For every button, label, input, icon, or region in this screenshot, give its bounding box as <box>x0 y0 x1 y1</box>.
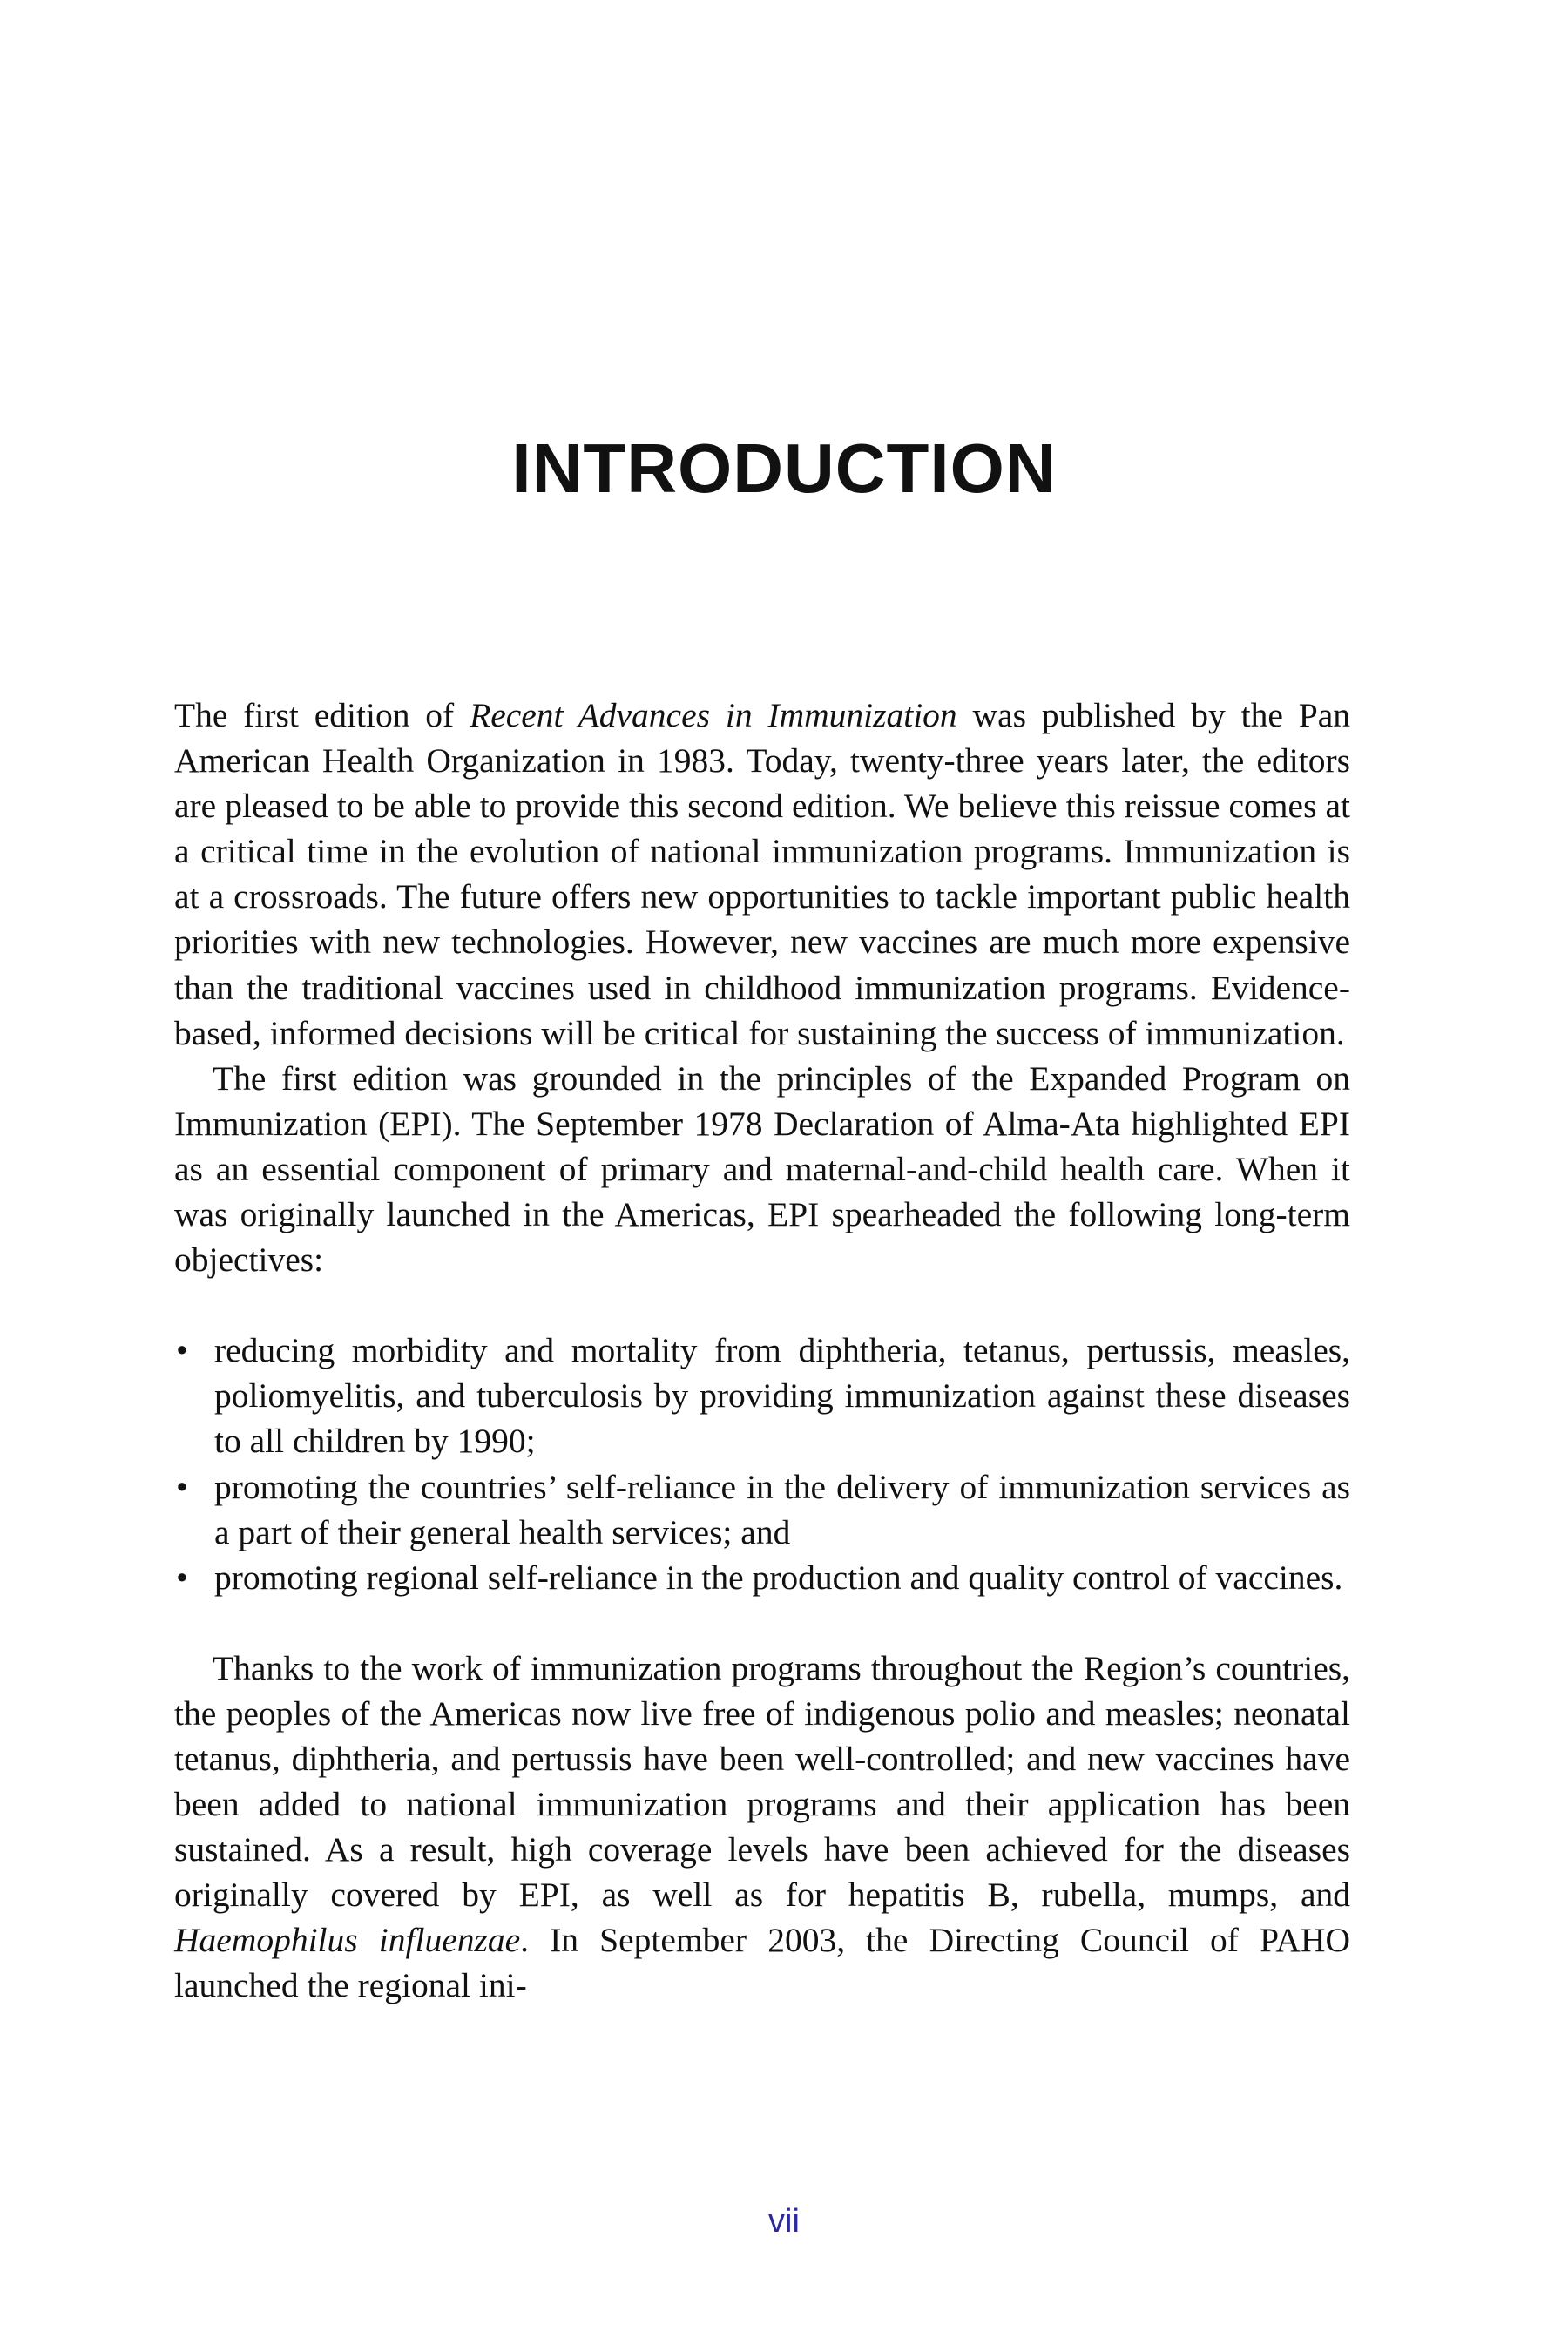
bullet-icon: • <box>176 1331 188 1370</box>
list-item-text: promoting regional self-reliance in the production and quality control of vaccines. <box>214 1558 1343 1597</box>
paragraph-2: The first edition was grounded in the principles of the Expanded Program on Immunization (EPI). The September 1978 Declaration of Alma-Ata highlighted EPI as an essential component of primary and maternal-and-child health care. When it was originally launched in the Americas, EPI spearheaded the following long-term objectives: <box>174 1058 1350 1280</box>
organism-name-italic: Haemophilus influenzae <box>174 1921 521 1960</box>
page-number: vii <box>768 2203 800 2240</box>
list-item <box>174 1464 1350 1555</box>
list-item <box>174 1328 1350 1463</box>
paragraph-3-rest: . In September 2003, the Directing Council of PAHO launched the regional ini- <box>174 1921 1350 2005</box>
paragraph-1 <box>174 693 1350 1056</box>
paragraph-1-start: The first edition of <box>174 696 470 734</box>
paragraph-1-rest: was published by the Pan American Health Organization in 1983. Today, twenty-three years later, the editors are pleased to be able to provide this second edition. We believe this reissue comes at a critical time in the evolution of national immunization programs. Immunization is at a crossroads. The future offers new opportunities to tackle important public health priorities with new technologies. However, new vaccines are much more expensive than the traditional vaccines used in childhood immunization programs. Evidence-based, informed decisions will be critical for sustaining the success of immunization. <box>174 696 1350 1052</box>
list-item <box>174 1555 1350 1600</box>
list-item-text: reducing morbidity and mortality from diphtheria, tetanus, pertussis, measles, poliomyelitis, and tuberculosis by providing immunization against these diseases to all children by 1990; <box>214 1331 1350 1461</box>
chapter-title: INTRODUCTION <box>511 429 1057 507</box>
objectives-list <box>174 1328 1350 1600</box>
paragraph-3-start: Thanks to the work of immunization programs throughout the Region’s countries, the peoples of the Americas now live free of indigenous polio and measles; neonatal tetanus, diphtheria, and pertussis have been well-controlled; and new vaccines have been added to national immunization programs and their application has been sustained. As a result, high coverage levels have been achieved for the diseases originally covered by EPI, as well as for hepatitis B, rubella, mumps, and <box>174 1648 1350 1915</box>
body-text <box>174 693 1350 2009</box>
bullet-icon: • <box>176 1558 188 1597</box>
list-item-text: promoting the countries’ self-reliance in the delivery of immunization services as a part of their general health services; and <box>214 1467 1350 1551</box>
bullet-icon: • <box>176 1467 188 1506</box>
book-title-italic: Recent Advances in Immunization <box>470 696 957 734</box>
paragraph-3 <box>174 1646 1350 2009</box>
